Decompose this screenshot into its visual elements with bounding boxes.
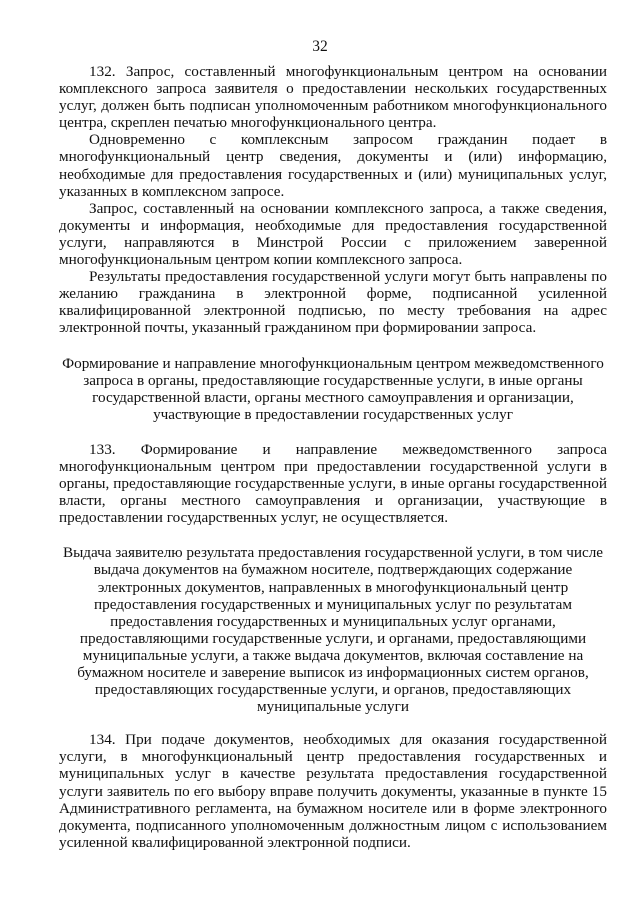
paragraph-132-simultaneous: Одновременно с комплексным запросом гражданин подает в многофункциональный центр сведения, документы и (или) информацию, необходимые для предоставления государственных и (или) муниципальных услуг, указанных в комплексном запросе. bbox=[59, 131, 607, 200]
section-heading-issuance: Выдача заявителю результата предоставления государственной услуги, в том числе выдача документов на бумажном носителе, подтверждающих содержание электронных документов, направленных в многофункциональный центр предоставления государственных и муниципальных услуг по результатам предоставления государственных и муниципальных услуг органами, предоставляющими государственные услуги, и органами, предоставляющими муниципальные услуги, а также выдача документов, включая составление на бумажном носителе и заверение выписок из информационных систем органов, предоставляющих государственные услуги, и органов, предоставляющих муниципальные услуги bbox=[62, 544, 604, 716]
paragraph-132-request: Запрос, составленный на основании комплексного запроса, а также сведения, документы и информация, необходимые для предоставления государственной услуги, направляются в Минстрой России с приложением заверенной многофункциональным центром копии комплексного запроса. bbox=[59, 199, 607, 269]
page-body bbox=[59, 63, 607, 851]
paragraph-134: 134. При подаче документов, необходимых для оказания государственной услуги, в многофункциональный центр предоставления государственных и муниципальных услуг в качестве результата предоставления государственной услуги заявитель по его выбору вправе получить документы, указанные в пункте 15 Административного регламента, на бумажном носителе или в форме электронного документа, подписанного уполномоченным должностным лицом с использованием усиленной квалифицированной электронной подписи. bbox=[59, 731, 607, 851]
paragraph-133: 133. Формирование и направление межведомственного запроса многофункциональным центром при предоставлении государственной услуги в органы, предоставляющие государственные услуги, в иные органы государственной власти, органы местного самоуправления и организации, участвующие в предоставлении государственных услуг, не осуществляется. bbox=[59, 440, 607, 527]
page-number: 32 bbox=[312, 38, 328, 55]
paragraph-132-results: Результаты предоставления государственной услуги могут быть направлены по желанию гражданина в электронной форме, подписанной усиленной квалифицированной электронной подписью, по месту требования на адрес электронной почты, указанный гражданином при формировании запроса. bbox=[59, 268, 607, 337]
paragraph-132: 132. Запрос, составленный многофункциональным центром на основании комплексного запроса заявителя о предоставлении нескольких государственных услуг, должен быть подписан уполномоченным работником многофункционального центра, скреплен печатью многофункционального центра. bbox=[59, 63, 607, 132]
section-heading-interagency: Формирование и направление многофункциональным центром межведомственного запроса в органы, предоставляющие государственные услуги, в иные органы государственной власти, органы местного самоуправления и организации, участвующие в предоставлении государственных услуг bbox=[62, 354, 604, 423]
